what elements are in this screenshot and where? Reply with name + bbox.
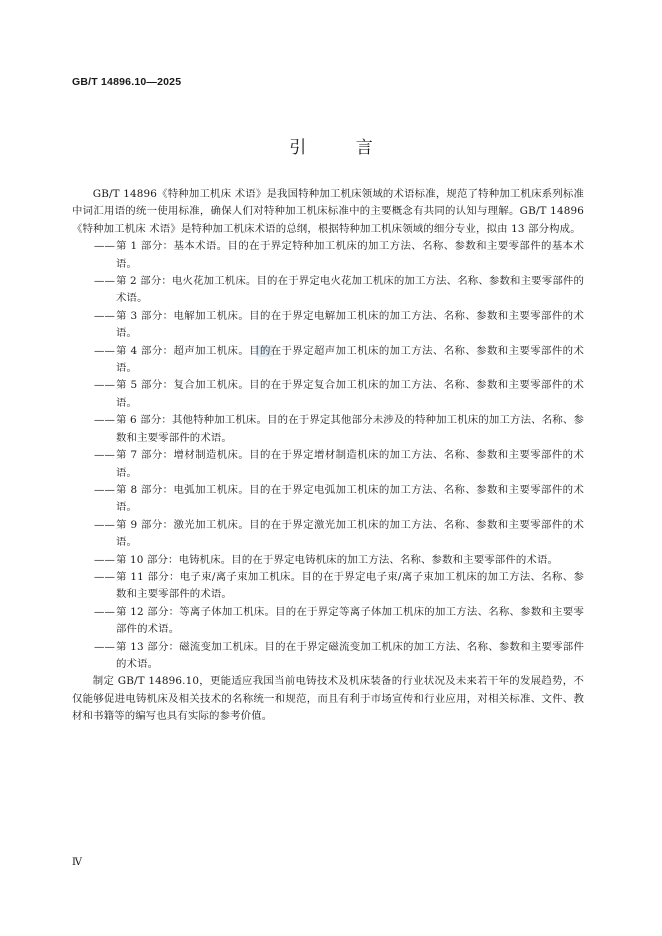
list-dash: —— <box>94 309 116 322</box>
list-dash: —— <box>94 570 116 583</box>
list-item <box>72 273 584 308</box>
list-item <box>72 552 584 569</box>
list-item <box>72 377 584 412</box>
standard-code: GB/T 14896.10—2025 <box>72 76 182 88</box>
list-item-text: 第 2 部分：电火花加工机床。目的在于界定电火花加工机床的加工方法、名称、参数和主要零部件的术语。 <box>116 275 584 305</box>
closing-paragraph: 制定 GB/T 14896.10，更能适应我国当前电铸技术及机床装备的行业状况及未来若干年的发展趋势，不仅能够促进电铸机床及相关技术的名称统一和规范，而且有利于市场宣传和行业应用，对相关标准、文件、教材和书籍等的编写也具有实际的参考价值。 <box>72 675 584 723</box>
list-item <box>72 343 584 378</box>
list-item <box>72 308 584 343</box>
list-item-text: 第 3 部分：电解加工机床。目的在于界定电解加工机床的加工方法、名称、参数和主要零部件的术语。 <box>116 309 584 340</box>
list-item-text: 第 13 部分：磁流变加工机床。目的在于界定磁流变加工机床的加工方法、名称、参数和主要零部件的术语。 <box>116 640 584 670</box>
list-item <box>72 412 584 447</box>
list-item <box>72 482 584 517</box>
list-dash: —— <box>94 240 116 253</box>
list-item-text: 第 5 部分：复合加工机床。目的在于界定复合加工机床的加工方法、名称、参数和主要零部件的术语。 <box>116 379 584 409</box>
document-body <box>72 186 584 726</box>
list-dash: —— <box>94 518 116 531</box>
parts-list <box>72 238 584 673</box>
list-item-text: 第 4 部分：超声加工机床。目的在于界定超声加工机床的加工方法、名称、参数和主要零部件的术语。 <box>116 344 584 375</box>
list-dash: —— <box>94 640 116 653</box>
list-item-text: 第 9 部分：激光加工机床。目的在于界定激光加工机床的加工方法、名称、参数和主要零部件的术语。 <box>116 518 584 549</box>
list-item <box>72 604 584 639</box>
list-item-text: 第 7 部分：增材制造机床。目的在于界定增材制造机床的加工方法、名称、参数和主要零部件的术语。 <box>116 449 584 479</box>
list-dash: —— <box>94 483 116 496</box>
list-item <box>72 639 584 674</box>
list-item <box>72 238 584 273</box>
list-dash: —— <box>94 449 116 462</box>
list-item-text: 第 6 部分：其他特种加工机床。目的在于界定其他部分未涉及的特种加工机床的加工方法、名称、参数和主要零部件的术语。 <box>116 414 584 444</box>
list-item-text: 第 11 部分：电子束/离子束加工机床。目的在于界定电子束/离子束加工机床的加工方法、名称、参数和主要零部件的术语。 <box>116 570 584 601</box>
list-item <box>72 447 584 482</box>
page-number: Ⅳ <box>72 857 82 868</box>
list-item-text: 第 8 部分：电弧加工机床。目的在于界定电弧加工机床的加工方法、名称、参数和主要零部件的术语。 <box>116 483 584 514</box>
list-item <box>72 517 584 552</box>
list-dash: —— <box>94 344 116 357</box>
list-dash: —— <box>94 605 116 618</box>
list-dash: —— <box>94 414 116 427</box>
list-dash: —— <box>94 553 116 566</box>
list-item-text: 第 10 部分：电铸机床。目的在于界定电铸机床的加工方法、名称、参数和主要零部件的术语。 <box>116 553 559 566</box>
list-dash: —— <box>94 379 116 392</box>
intro-paragraph: GB/T 14896《特种加工机床 术语》是我国特种加工机床领域的术语标准，规范了特种加工机床系列标准中词汇用语的统一使用标准，确保人们对特种加工机床标准中的主要概念有共同的认知与理解。GB/T 14896《特种加工机床 术语》是特种加工机床术语的总纲，根据特种加工机床领域的细分专业，拟由 13 部分构成。 <box>72 188 584 235</box>
list-dash: —— <box>94 275 116 288</box>
list-item-text: 第 1 部分：基本术语。目的在于界定特种加工机床的加工方法、名称、参数和主要零部件的基本术语。 <box>116 240 584 270</box>
page-title: 引 言 <box>289 138 395 158</box>
list-item-text: 第 12 部分：等离子体加工机床。目的在于界定等离子体加工机床的加工方法、名称、参数和主要零部件的术语。 <box>116 605 584 636</box>
list-item <box>72 569 584 604</box>
